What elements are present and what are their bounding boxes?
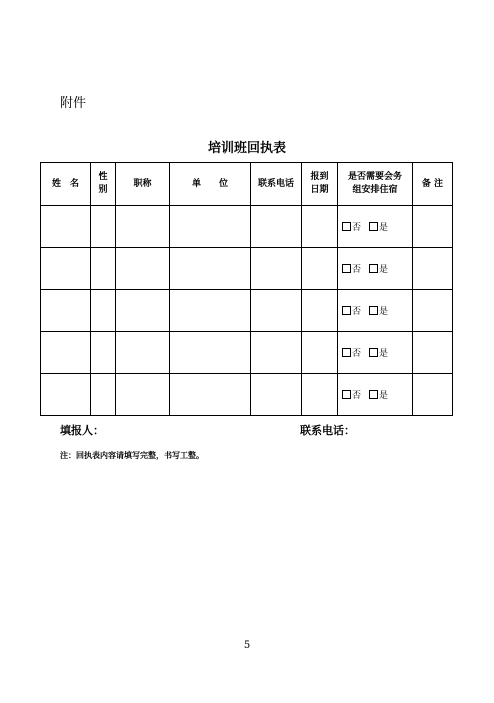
cell-accommodation <box>338 332 413 374</box>
option-no[interactable]: 否 <box>342 346 361 359</box>
cell-accommodation <box>338 206 413 248</box>
cell-remarks[interactable] <box>413 248 453 290</box>
cell-report-date[interactable] <box>302 206 338 248</box>
table-row <box>41 374 453 416</box>
filler-label: 填报人： <box>60 424 104 437</box>
contact-phone-label: 联系电话： <box>300 424 355 437</box>
cell-report-date[interactable] <box>302 332 338 374</box>
cell-title[interactable] <box>116 374 170 416</box>
option-no[interactable]: 否 <box>342 304 361 317</box>
checkbox-yes-icon[interactable] <box>369 264 378 273</box>
header-gender: 性别 <box>91 163 116 206</box>
cell-phone[interactable] <box>251 290 302 332</box>
cell-report-date[interactable] <box>302 374 338 416</box>
header-phone: 联系电话 <box>251 163 302 206</box>
option-no[interactable]: 否 <box>342 220 361 233</box>
cell-unit[interactable] <box>170 206 251 248</box>
cell-name[interactable] <box>41 248 91 290</box>
table-row <box>41 206 453 248</box>
cell-accommodation <box>338 248 413 290</box>
cell-report-date[interactable] <box>302 290 338 332</box>
cell-accommodation <box>338 374 413 416</box>
checkbox-yes-icon[interactable] <box>369 348 378 357</box>
cell-title[interactable] <box>116 248 170 290</box>
cell-name[interactable] <box>41 206 91 248</box>
header-title: 职称 <box>116 163 170 206</box>
checkbox-no-icon[interactable] <box>342 348 351 357</box>
cell-remarks[interactable] <box>413 332 453 374</box>
cell-report-date[interactable] <box>302 248 338 290</box>
option-no[interactable]: 否 <box>342 262 361 275</box>
cell-unit[interactable] <box>170 374 251 416</box>
table-row <box>41 332 453 374</box>
option-yes[interactable]: 是 <box>369 220 388 233</box>
table-row <box>41 290 453 332</box>
option-yes[interactable]: 是 <box>369 304 388 317</box>
cell-gender[interactable] <box>91 374 116 416</box>
cell-gender[interactable] <box>91 206 116 248</box>
cell-title[interactable] <box>116 206 170 248</box>
option-yes[interactable]: 是 <box>369 262 388 275</box>
header-accommodation: 是否需要会务组安排住宿 <box>338 163 413 206</box>
cell-phone[interactable] <box>251 374 302 416</box>
cell-title[interactable] <box>116 290 170 332</box>
checkbox-yes-icon[interactable] <box>369 306 378 315</box>
cell-name[interactable] <box>41 332 91 374</box>
cell-unit[interactable] <box>170 332 251 374</box>
cell-remarks[interactable] <box>413 374 453 416</box>
cell-unit[interactable] <box>170 290 251 332</box>
receipt-table <box>40 162 453 416</box>
checkbox-no-icon[interactable] <box>342 390 351 399</box>
header-unit: 单 位 <box>170 163 251 206</box>
table-row <box>41 248 453 290</box>
option-no[interactable]: 否 <box>342 388 361 401</box>
annex-label: 附件 <box>60 96 87 111</box>
checkbox-yes-icon[interactable] <box>369 390 378 399</box>
note-text: 注：回执表内容请填写完整，书写工整。 <box>60 451 204 460</box>
cell-name[interactable] <box>41 374 91 416</box>
cell-title[interactable] <box>116 332 170 374</box>
cell-gender[interactable] <box>91 248 116 290</box>
checkbox-yes-icon[interactable] <box>369 222 378 231</box>
cell-phone[interactable] <box>251 206 302 248</box>
cell-phone[interactable] <box>251 332 302 374</box>
cell-remarks[interactable] <box>413 290 453 332</box>
checkbox-no-icon[interactable] <box>342 306 351 315</box>
form-title: 培训班回执表 <box>207 141 286 156</box>
cell-name[interactable] <box>41 290 91 332</box>
cell-remarks[interactable] <box>413 206 453 248</box>
checkbox-no-icon[interactable] <box>342 222 351 231</box>
header-remarks: 备 注 <box>413 163 453 206</box>
header-report-date: 报到日期 <box>302 163 338 206</box>
cell-unit[interactable] <box>170 248 251 290</box>
checkbox-no-icon[interactable] <box>342 264 351 273</box>
cell-gender[interactable] <box>91 332 116 374</box>
cell-accommodation <box>338 290 413 332</box>
header-name: 姓 名 <box>41 163 91 206</box>
option-yes[interactable]: 是 <box>369 346 388 359</box>
cell-gender[interactable] <box>91 290 116 332</box>
table-header-row <box>41 163 453 206</box>
option-yes[interactable]: 是 <box>369 388 388 401</box>
cell-phone[interactable] <box>251 248 302 290</box>
page-number: 5 <box>243 640 251 651</box>
